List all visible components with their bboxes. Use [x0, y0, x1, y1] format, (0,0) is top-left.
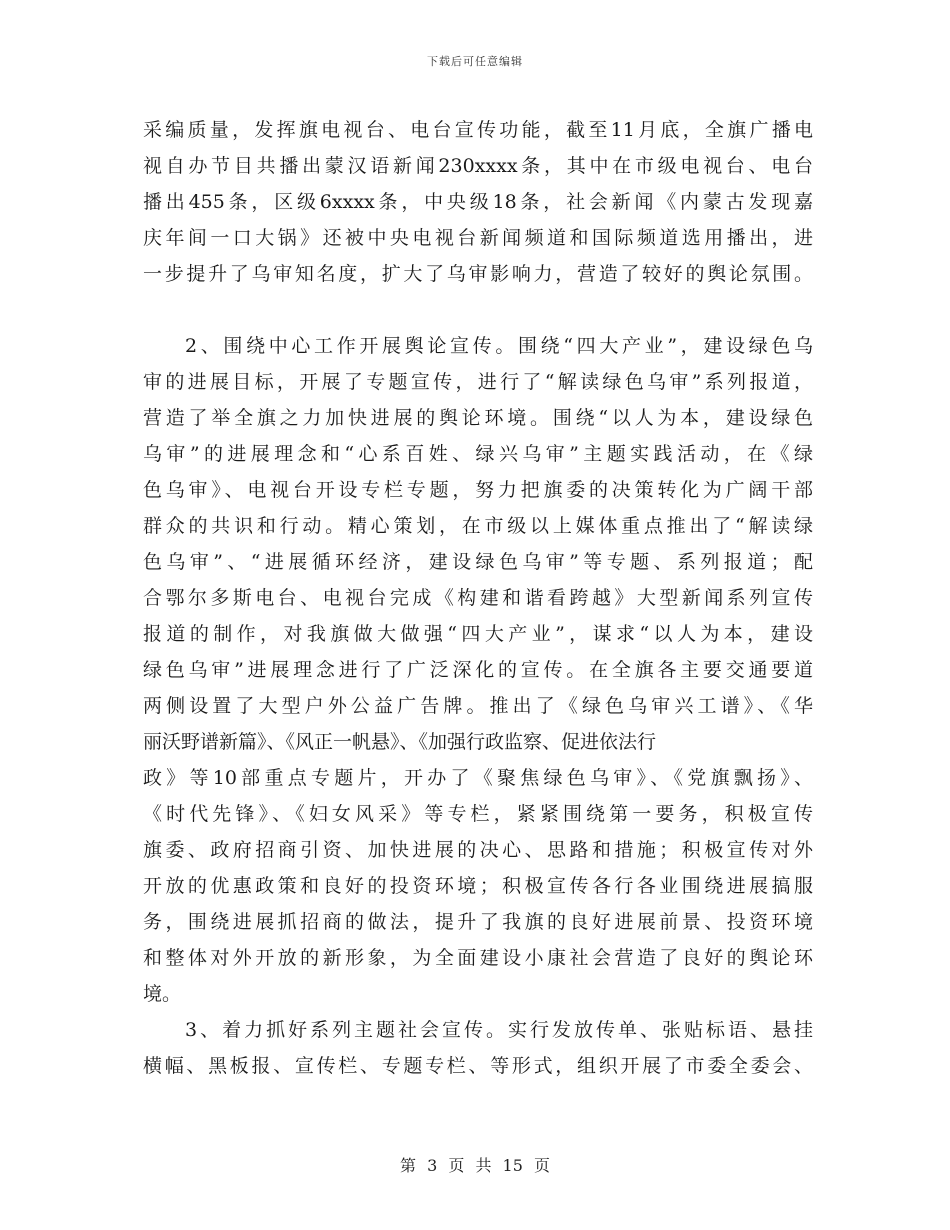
text-line: 两侧设置了大型户外公益广告牌。推出了《绿色乌审兴工谱》、《华	[143, 695, 813, 717]
text-line: 报道的制作，对我旗做大做强“四大产业”，谋求“以人为本，建设	[143, 623, 813, 645]
text-line: 开放的优惠政策和良好的投资环境；积极宣传各行各业围绕进展搞服	[143, 875, 813, 897]
text-line: 营造了举全旗之力加快进展的舆论环境。围绕“以人为本，建设绿色	[143, 407, 813, 429]
text-line: 境。	[143, 983, 182, 1005]
text-line: 庆年间一口大锅》还被中央电视台新闻频道和国际频道选用播出，进	[143, 227, 813, 249]
text-line: 和整体对外开放的新形象，为全面建设小康社会营造了良好的舆论环	[143, 947, 813, 969]
text-line: 绿色乌审”进展理念进行了广泛深化的宣传。在全旗各主要交通要道	[143, 659, 813, 681]
text-line: 播出455条，区级6xxxx条，中央级18条，社会新闻《内蒙古发现嘉	[143, 191, 813, 213]
text-line: 审的进展目标，开展了专题宣传，进行了“解读绿色乌审”系列报道，	[143, 371, 813, 393]
paragraph-gap	[143, 292, 813, 328]
text-line: 丽沃野谱新篇》、《风正一帆悬》、《加强行政监察、促进依法行	[143, 731, 657, 753]
text-line: 色乌审”、“进展循环经济，建设绿色乌审”等专题、系列报道；配	[143, 551, 813, 573]
text-line: 乌审”的进展理念和“心系百姓、绿兴乌审”主题实践活动，在《绿	[143, 443, 813, 465]
text-line: 务，围绕进展抓招商的做法，提升了我旗的良好进展前景、投资环境	[143, 911, 813, 933]
text-line: 旗委、政府招商引资、加快进展的决心、思路和措施；积极宣传对外	[143, 839, 813, 861]
text-line: 群众的共识和行动。精心策划，在市级以上媒体重点推出了“解读绿	[143, 515, 813, 537]
text-line: 合鄂尔多斯电台、电视台完成《构建和谐看跨越》大型新闻系列宣传	[143, 587, 813, 609]
text-line: 色乌审》、电视台开设专栏专题，努力把旗委的决策转化为广阔干部	[143, 479, 813, 501]
text-line: 采编质量，发挥旗电视台、电台宣传功能，截至11月底，全旗广播电	[143, 119, 813, 141]
text-line: 横幅、黑板报、宣传栏、专题专栏、等形式，组织开展了市委全委会、	[143, 1055, 813, 1077]
document-body	[143, 112, 813, 1084]
page-footer: 第 3 页 共 15 页	[400, 1156, 550, 1175]
text-line: 《时代先锋》、《妇女风采》等专栏，紧紧围绕第一要务，积极宣传	[143, 803, 813, 825]
text-line: 2、围绕中心工作开展舆论宣传。围绕“四大产业”，建设绿色乌	[185, 335, 813, 357]
text-line: 一步提升了乌审知名度，扩大了乌审影响力，营造了较好的舆论氛围。	[143, 263, 813, 285]
text-line: 视自办节目共播出蒙汉语新闻230xxxx条，其中在市级电视台、电台	[143, 155, 813, 177]
text-line: 政》等10部重点专题片，开办了《聚焦绿色乌审》、《党旗飘扬》、	[143, 767, 813, 789]
page-header: 下载后可任意编辑	[427, 55, 523, 68]
text-line: 3、着力抓好系列主题社会宣传。实行发放传单、张贴标语、悬挂	[185, 1019, 813, 1041]
